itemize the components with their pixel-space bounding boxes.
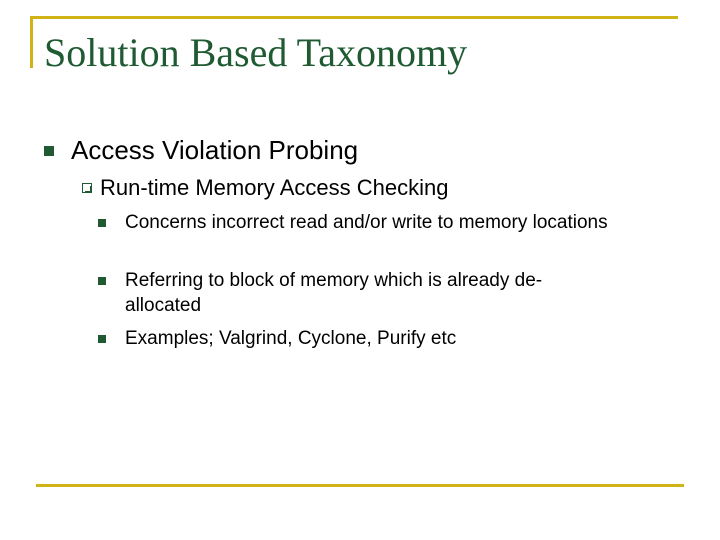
- title-frame-top-rule: [30, 16, 678, 19]
- bullet-level2-text: Run-time Memory Access Checking: [100, 175, 449, 200]
- footer-rule: [36, 484, 684, 487]
- bullet-level1-text: Access Violation Probing: [71, 135, 359, 165]
- bullet-level3-text: Concerns incorrect read and/or write to memory locations: [125, 212, 608, 233]
- square-bullet-icon: [98, 335, 106, 343]
- square-bullet-icon: [98, 219, 106, 227]
- hollow-square-bullet-icon: [82, 183, 92, 193]
- title-frame-left-rule: [30, 16, 33, 68]
- bullet-level3-text: Examples; Valgrind, Cyclone, Purify etc: [125, 328, 457, 349]
- slide-title: Solution Based Taxonomy: [44, 30, 468, 75]
- square-bullet-icon: [44, 146, 54, 156]
- square-bullet-icon: [98, 277, 106, 285]
- bullet-level3-text: Referring to block of memory which is already de-allocated: [125, 270, 543, 316]
